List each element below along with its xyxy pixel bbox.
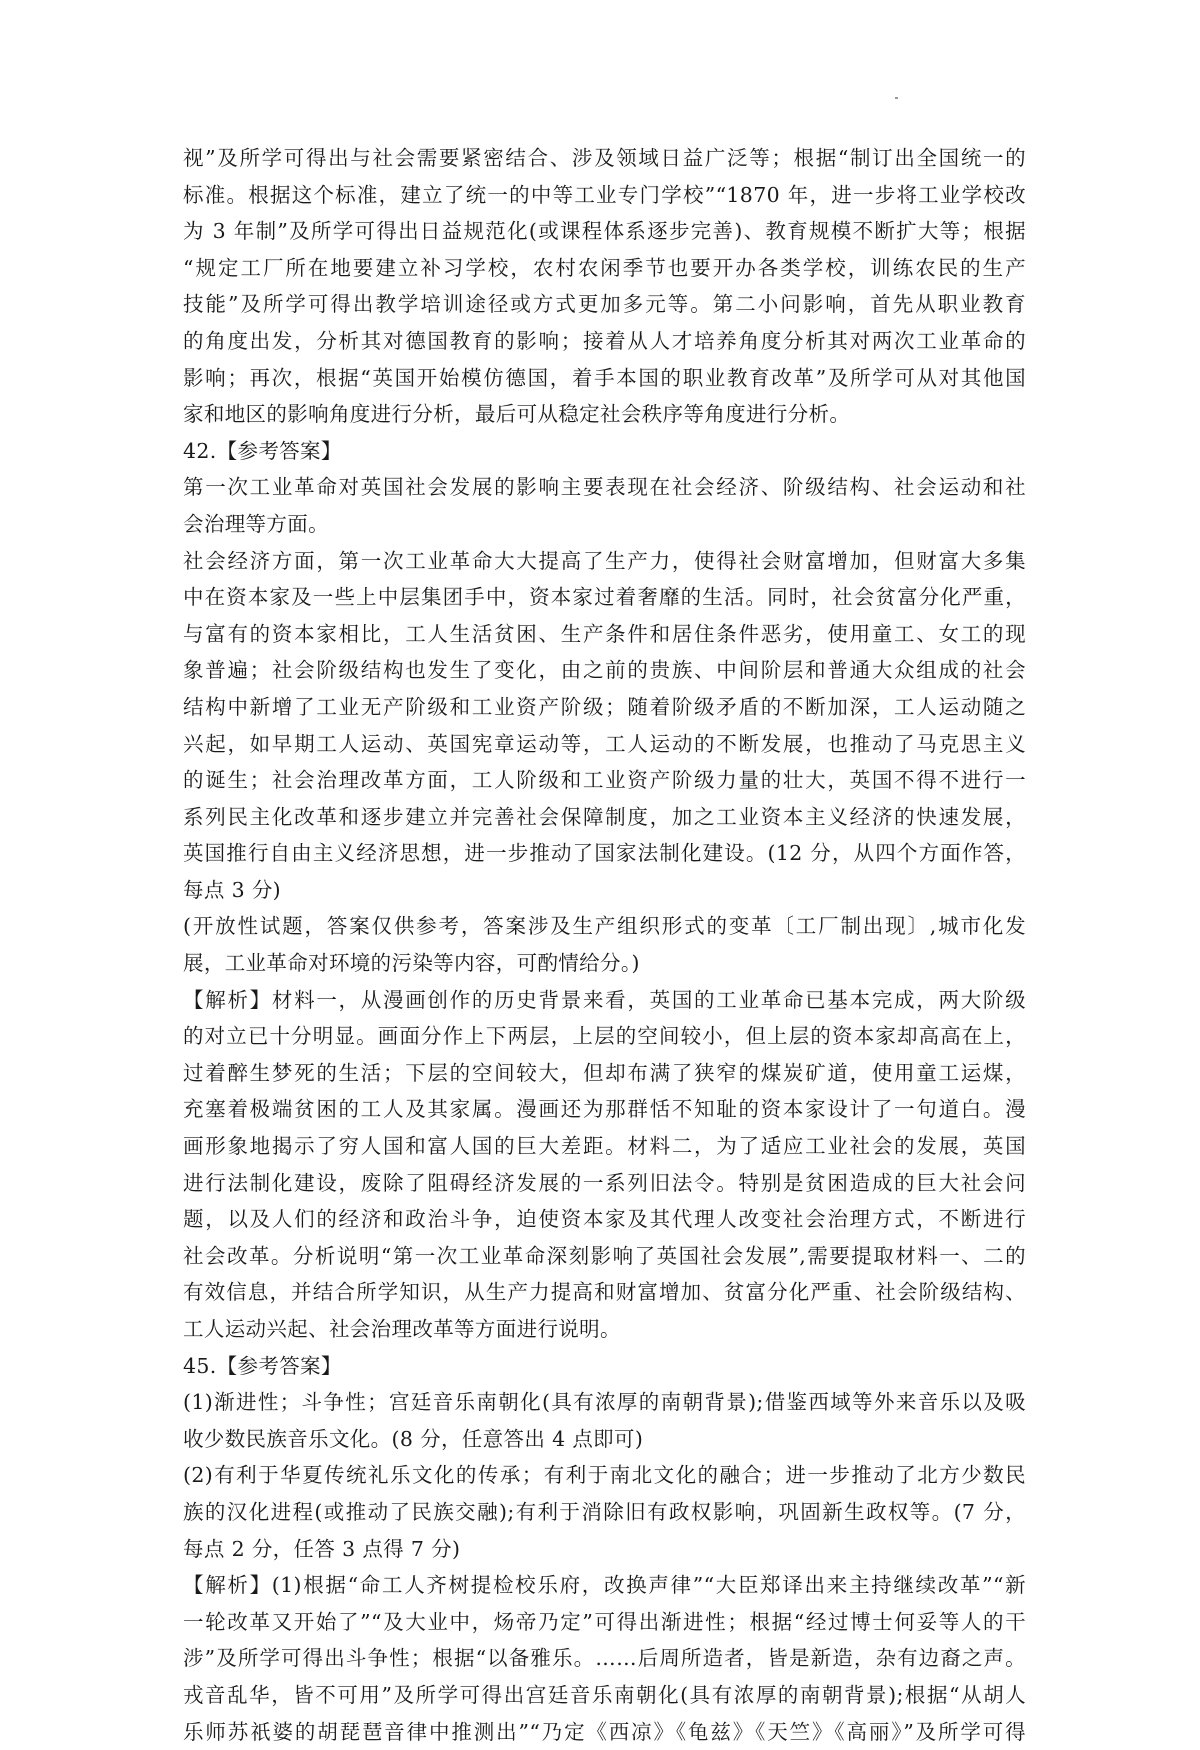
text-line: 影响；再次，根据“英国开始模仿德国，着手本国的职业教育改革”及所学可从对其他国 (183, 365, 1026, 390)
text-line: 充塞着极端贫困的工人及其家属。漫画还为那群恬不知耻的资本家设计了一句道白。漫 (183, 1097, 1026, 1122)
text-line: 【解析】材料一，从漫画创作的历史背景来看，英国的工业革命已基本完成，两大阶级 (183, 987, 1026, 1012)
text-line: 技能”及所学可得出教学培训途径或方式更加多元等。第二小问影响，首先从职业教育 (183, 292, 1026, 317)
text-line: 社会改革。分析说明“第一次工业革命深刻影响了英国社会发展”,需要提取材料一、二的 (183, 1243, 1026, 1268)
text-line: 结构中新增了工业无产阶级和工业资产阶级；随着阶级矛盾的不断加深，工人运动随之 (183, 694, 1026, 719)
text-line: 系列民主化改革和逐步建立并完善社会保障制度，加之工业资本主义经济的快速发展， (183, 804, 1026, 829)
text-line: 家和地区的影响角度进行分析，最后可从稳定社会秩序等角度进行分析。 (183, 402, 851, 427)
text-line: 为 3 年制”及所学可得出日益规范化(或课程体系逐步完善)、教育规模不断扩大等；根据 (183, 219, 1026, 244)
text-line: 【解析】(1)根据“命工人齐树提检校乐府，改换声律”“大臣郑译出来主持继续改革”“新 (183, 1573, 1026, 1598)
text-line: 每点 2 分，任答 3 点得 7 分) (183, 1536, 461, 1561)
text-line: 与富有的资本家相比，工人生活贫困、生产条件和居住条件恶劣，使用童工、女工的现 (183, 621, 1026, 646)
text-line: 的角度出发，分析其对德国教育的影响；接着从人才培养角度分析其对两次工业革命的 (183, 328, 1026, 353)
text-line: 展，工业革命对环境的污染等内容，可酌情给分。) (183, 951, 640, 976)
text-line: 族的汉化进程(或推动了民族交融);有利于消除旧有政权影响，巩固新生政权等。(7 分， (183, 1499, 1026, 1524)
text-line: 画形象地揭示了穷人国和富人国的巨大差距。材料二，为了适应工业社会的发展，英国 (183, 1134, 1026, 1159)
text-line: 中在资本家及一些上中层集团手中，资本家过着奢靡的生活。同时，社会贫富分化严重， (183, 585, 1026, 610)
text-line: 会治理等方面。 (183, 511, 329, 536)
text-line: 的诞生；社会治理改革方面，工人阶级和工业资产阶级力量的壮大，英国不得不进行一 (183, 768, 1026, 793)
text-line: 涉”及所学可得出斗争性；根据“以备雅乐。……后周所造者，皆是新造，杂有边裔之声。 (183, 1646, 1026, 1671)
text-line: (1)渐进性；斗争性；宫廷音乐南朝化(具有浓厚的南朝背景);借鉴西域等外来音乐以及吸 (183, 1390, 1026, 1415)
document-page (183, 140, 1026, 1750)
section-heading: 45.【参考答案】 (183, 1353, 342, 1378)
text-line: “规定工厂所在地要建立补习学校，农村农闲季节也要开办各类学校，训练农民的生产 (183, 255, 1026, 280)
text-line: (开放性试题，答案仅供参考，答案涉及生产组织形式的变革〔工厂制出现〕,城市化发 (183, 914, 1026, 939)
text-line: 每点 3 分) (183, 877, 282, 902)
text-line: 视”及所学可得出与社会需要紧密结合、涉及领域日益广泛等；根据“制订出全国统一的 (183, 146, 1026, 170)
text-line: 题，以及人们的经济和政治斗争，迫使资本家及其代理人改变社会治理方式，不断进行 (183, 1207, 1026, 1232)
scan-speck (895, 97, 898, 99)
text-line: 工人运动兴起、社会治理改革等方面进行说明。 (183, 1317, 621, 1341)
text-line: 象普遍；社会阶级结构也发生了变化，由之前的贵族、中间阶层和普通大众组成的社会 (183, 658, 1026, 683)
text-line: 标准。根据这个标准，建立了统一的中等工业专门学校”“1870 年，进一步将工业学校改 (183, 182, 1026, 207)
text-line: (2)有利于华夏传统礼乐文化的传承；有利于南北文化的融合；进一步推动了北方少数民 (183, 1463, 1026, 1488)
section-heading: 42.【参考答案】 (183, 438, 342, 463)
text-line: 进行法制化建设，废除了阻碍经济发展的一系列旧法令。特别是贫困造成的巨大社会问 (183, 1170, 1026, 1195)
text-line: 英国推行自由主义经济思想，进一步推动了国家法制化建设。(12 分，从四个方面作答， (183, 841, 1026, 866)
text-line: 过着醉生梦死的生活；下层的空间较大，但却布满了狭窄的煤炭矿道，使用童工运煤， (183, 1060, 1026, 1085)
text-line: 戎音乱华，皆不可用”及所学可得出宫廷音乐南朝化(具有浓厚的南朝背景);根据“从胡人 (183, 1682, 1026, 1707)
text-line: 社会经济方面，第一次工业革命大大提高了生产力，使得社会财富增加，但财富大多集 (183, 548, 1026, 573)
text-line: 的对立已十分明显。画面分作上下两层，上层的空间较小，但上层的资本家却高高在上， (183, 1024, 1026, 1049)
text-line: 第一次工业革命对英国社会发展的影响主要表现在社会经济、阶级结构、社会运动和社 (183, 475, 1026, 500)
text-line: 一轮改革又开始了”“及大业中，炀帝乃定”可得出渐进性；根据“经过博士何妥等人的干 (183, 1609, 1026, 1634)
text-line: 乐师苏祇婆的胡琵琶音律中推测出”“乃定《西凉》《龟兹》《天竺》《高丽》”及所学可得 (183, 1719, 1026, 1744)
text-line: 有效信息，并结合所学知识，从生产力提高和财富增加、贫富分化严重、社会阶级结构、 (183, 1280, 1026, 1305)
text-line: 兴起，如早期工人运动、英国宪章运动等，工人运动的不断发展，也推动了马克思主义 (183, 731, 1026, 756)
text-line: 收少数民族音乐文化。(8 分，任意答出 4 点即可) (183, 1426, 644, 1451)
